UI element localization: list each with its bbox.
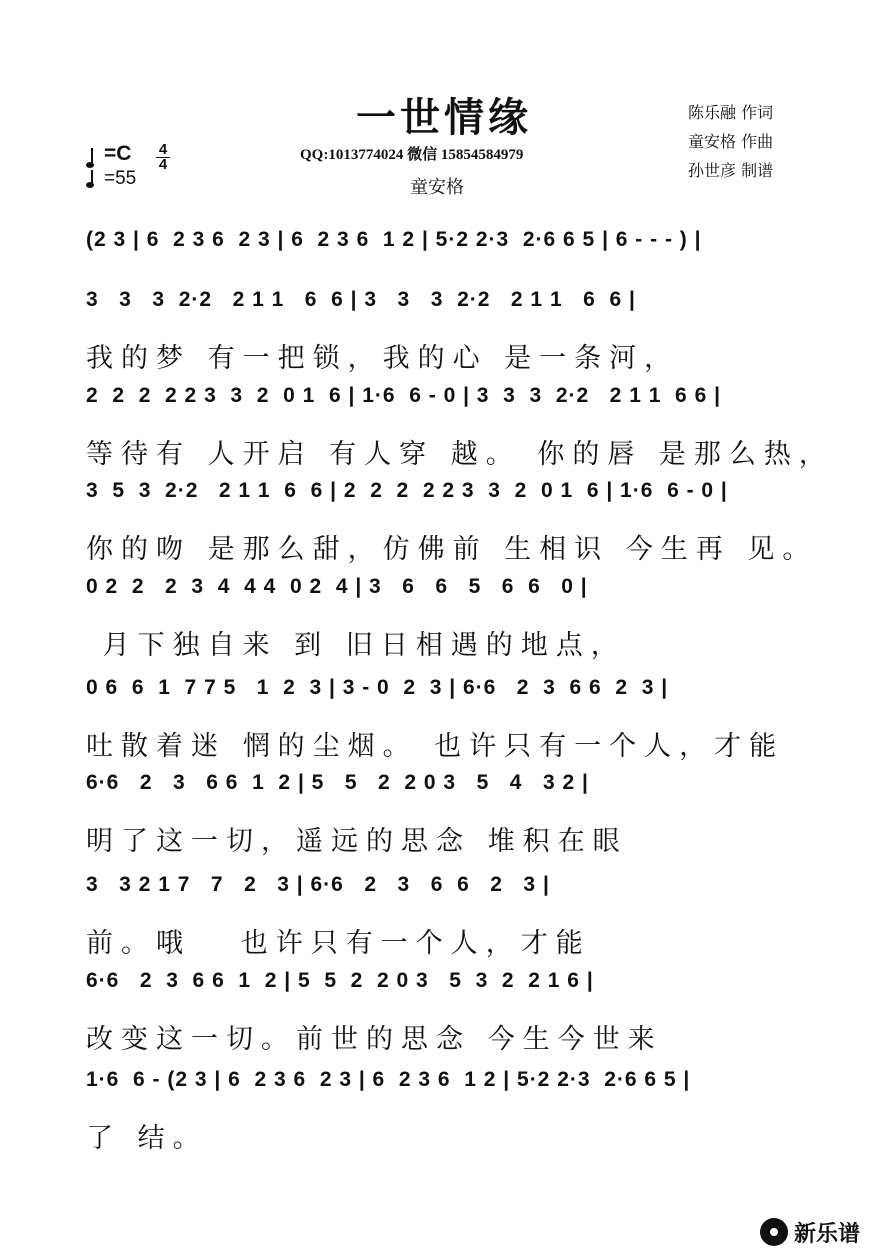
notation-row: 6·6 2 3 6 6 1 2 | 5 5 2 2 0 3 5 3 2 2 1 6 | (86, 969, 594, 992)
lyric-row: 你的吻 是那么甜，仿佛前 生相识 今生再 见。 (86, 534, 818, 565)
notation-row: 3 5 3 2·2 2 1 1 6 6 | 2 2 2 2 2 3 3 2 0 1 6 | 1·6 6 - 0 | (86, 479, 728, 502)
lyric-row: 月下独自来 到 旧日相遇的地点， (86, 630, 626, 661)
singer-name: 童安格 (410, 177, 464, 198)
notation-row: 3 3 2 1 7 7 2 3 | 6·6 2 3 6 6 2 3 | (86, 873, 550, 896)
notation-row: 2 2 2 2 2 3 3 2 0 1 6 | 1·6 6 - 0 | 3 3 3 2·2 2 1 1 6 6 | (86, 384, 721, 407)
contact-info: QQ:1013774024 微信 15854584979 (300, 147, 524, 163)
time-signature-bottom: 4 (158, 156, 168, 173)
tempo-value: =55 (104, 168, 137, 189)
lyric-row: 等待有 人开启 有人穿 越。 你的唇 是那么热， (86, 439, 834, 470)
record-disc-icon (760, 1218, 788, 1246)
lyricist-credit: 陈乐融 作词 (688, 103, 774, 122)
composer-credit: 童安格 作曲 (688, 132, 774, 151)
notation-row: 0 2 2 2 3 4 4 4 0 2 4 | 3 6 6 5 6 6 0 | (86, 575, 588, 598)
key-signature: =C (104, 142, 132, 165)
lyric-row: 前。哦 也许只有一个人，才能 (86, 928, 591, 959)
site-logo (760, 1216, 860, 1248)
lyric-row: 明了这一切，遥远的思念 堆积在眼 (86, 826, 628, 857)
logo-text: 新乐谱 (794, 1221, 861, 1247)
lyric-row: 改变这一切。前世的思念 今生今世来 (86, 1024, 663, 1055)
lyric-row: 吐散着迷 惘的尘烟。 也许只有一个人，才能 (86, 731, 785, 762)
notation-row: 1·6 6 - (2 3 | 6 2 3 6 2 3 | 6 2 3 6 1 2 | 5·2 2·3 2·6 6 5 | (86, 1068, 691, 1091)
time-signature-top: 4 (156, 143, 170, 158)
notation-row: 0 6 6 1 7 7 5 1 2 3 | 3 - 0 2 3 | 6·6 2 3 6 6 2 3 | (86, 676, 669, 699)
notation-row: 6·6 2 3 6 6 1 2 | 5 5 2 2 0 3 5 4 3 2 | (86, 771, 589, 794)
song-title: 一世情缘 (356, 94, 532, 141)
notation-row: 3 3 3 2·2 2 1 1 6 6 | 3 3 3 2·2 2 1 1 6 6 | (86, 288, 636, 311)
lyric-row: 了 结。 (86, 1123, 208, 1154)
lyric-row: 我的梦 有一把锁，我的心 是一条河， (86, 343, 680, 374)
notation-row: (2 3 | 6 2 3 6 2 3 | 6 2 3 6 1 2 | 5·2 2·3 2·6 6 5 | 6 - - - ) | (86, 228, 702, 251)
arranger-credit: 孙世彦 制谱 (688, 161, 774, 180)
